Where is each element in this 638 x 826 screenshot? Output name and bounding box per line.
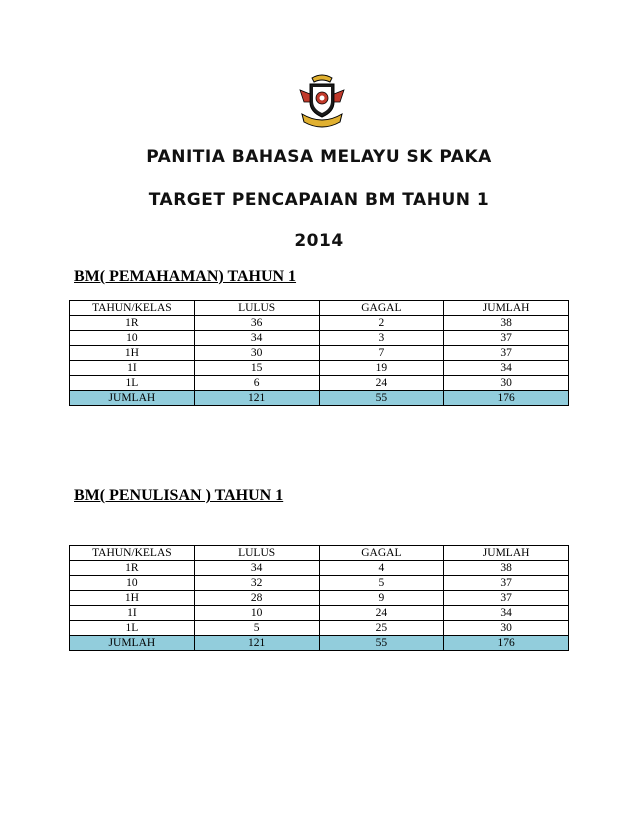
table-cell: 24 [319,376,444,391]
table-cell: 37 [444,591,569,606]
table-row [70,591,569,606]
table-cell: 2 [319,316,444,331]
table-cell: 25 [319,621,444,636]
table-row [70,576,569,591]
document-title: PANITIA BAHASA MELAYU SK PAKA [146,147,492,167]
table-cell: 19 [319,361,444,376]
column-header: LULUS [194,546,319,561]
column-header: TAHUN/KELAS [70,546,195,561]
school-crest-icon [298,72,346,130]
table-row [70,621,569,636]
table-cell: 55 [319,391,444,406]
table-cell: 15 [194,361,319,376]
table-cell: 5 [319,576,444,591]
column-header: LULUS [194,301,319,316]
table-total-row [70,391,569,406]
document-subtitle: TARGET PENCAPAIAN BM TAHUN 1 [148,190,490,210]
table-cell: 9 [319,591,444,606]
column-header: GAGAL [319,546,444,561]
table-cell: 30 [194,346,319,361]
table-row [70,331,569,346]
table-cell: 37 [444,576,569,591]
table-cell: 176 [444,391,569,406]
table-cell: JUMLAH [70,391,195,406]
table-cell: 176 [444,636,569,651]
table-cell: 6 [194,376,319,391]
table-cell: 10 [194,606,319,621]
table-cell: 37 [444,346,569,361]
table-cell: 5 [194,621,319,636]
table-row [70,561,569,576]
table-cell: 34 [444,606,569,621]
table-cell: 121 [194,636,319,651]
table-row [70,316,569,331]
table-row [70,606,569,621]
column-header: GAGAL [319,301,444,316]
table-cell: 1R [70,561,195,576]
table-cell: 34 [444,361,569,376]
table-cell: 1H [70,346,195,361]
table-cell: 1L [70,621,195,636]
table-cell: 24 [319,606,444,621]
table-cell: 28 [194,591,319,606]
column-header: TAHUN/KELAS [70,301,195,316]
table-cell: 36 [194,316,319,331]
section-heading-penulisan: BM( PENULISAN ) TAHUN 1 [74,487,284,504]
table-cell: 38 [444,561,569,576]
table-cell: 37 [444,331,569,346]
table-header-row [70,301,569,316]
table-cell: 30 [444,376,569,391]
results-table-penulisan [69,545,569,651]
column-header: JUMLAH [444,546,569,561]
table-cell: 10 [70,576,195,591]
table-cell: 30 [444,621,569,636]
table-cell: 38 [444,316,569,331]
table-cell: 55 [319,636,444,651]
table-cell: 1H [70,591,195,606]
table-cell: 1I [70,606,195,621]
table-row [70,361,569,376]
table-cell: 1R [70,316,195,331]
table-cell: 7 [319,346,444,361]
table-cell: 121 [194,391,319,406]
table-cell: 3 [319,331,444,346]
table-row [70,346,569,361]
section-heading-pemahaman: BM( PEMAHAMAN) TAHUN 1 [74,268,297,285]
table-cell: 1I [70,361,195,376]
table-cell: 4 [319,561,444,576]
table-row [70,376,569,391]
table-cell: 34 [194,561,319,576]
table-header-row [70,546,569,561]
table-cell: JUMLAH [70,636,195,651]
column-header: JUMLAH [444,301,569,316]
table-cell: 34 [194,331,319,346]
table-cell: 32 [194,576,319,591]
table-cell: 10 [70,331,195,346]
document-year: 2014 [294,231,344,251]
results-table-pemahaman [69,300,569,406]
table-cell: 1L [70,376,195,391]
table-total-row [70,636,569,651]
